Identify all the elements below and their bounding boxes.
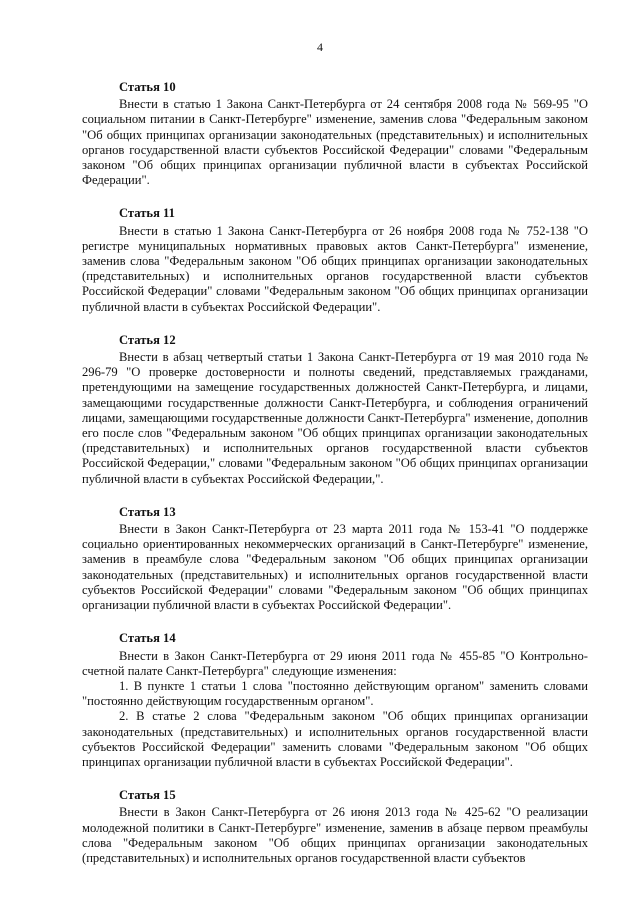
article-heading: Статья 13 (119, 504, 176, 519)
article-heading: Статья 14 (119, 631, 176, 646)
article-13 (82, 505, 588, 613)
page-number: 4 (317, 40, 323, 54)
article-heading: Статья 12 (119, 332, 176, 347)
article-paragraph: Внести в Закон Санкт-Петербурга от 23 марта 2011 года № 153-41 "О поддержке социально ориентированных некоммерческих организаций в Санкт-Петербурге" изменение, заменив в преамбуле слова "Федеральным законом "Об общих принципах организации законодательных (представительных) и исполнительных органов государственной власти субъектов Российской Федерации" словами "Федеральным законом "Об общих принципах организации публичной власти в субъектах Российской Федерации". (82, 522, 588, 613)
article-paragraph: Внести в Закон Санкт-Петербурга от 29 июня 2011 года № 455-85 "О Контрольно-счетной палате Санкт-Петербурга" следующие изменения: (82, 648, 588, 678)
article-10 (82, 80, 588, 188)
article-11 (82, 206, 588, 314)
document-body (82, 80, 588, 884)
article-paragraph: Внести в статью 1 Закона Санкт-Петербурга от 26 ноября 2008 года № 752-138 "О регистре муниципальных нормативных правовых актов Санкт-Петербурга" изменение, заменив слова "Федеральным законом "Об общих принципах организации законодательных (представительных) и исполнительных органов государственной власти субъектов Российской Федерации" словами "Федеральным законом "Об общих принципах организации публичной власти в субъектах Российской Федерации". (82, 223, 588, 314)
article-heading: Статья 11 (119, 206, 175, 221)
article-paragraph: 2. В статье 2 слова "Федеральным законом "Об общих принципах организации законодательных (представительных) и исполнительных органов государственной власти субъектов Российской Федерации" заменить словами "Федеральным законом "Об общих принципах организации публичной власти в субъектах Российской Федерации". (82, 709, 588, 769)
article-15 (82, 788, 588, 866)
article-paragraph: Внести в статью 1 Закона Санкт-Петербурга от 24 сентября 2008 года № 569-95 "О социальном питании в Санкт-Петербурге" изменение, заменив слова "Федеральным законом "Об общих принципах организации законодательных (представительных) и исполнительных органов государственной власти субъектов Российской Федерации" словами "Федеральным законом "Об общих принципах организации публичной власти в субъектах Российской Федерации". (82, 97, 588, 188)
article-heading: Статья 10 (119, 80, 176, 94)
article-14 (82, 631, 588, 770)
article-12 (82, 333, 588, 487)
article-paragraph: 1. В пункте 1 статьи 1 слова "постоянно действующим органом" заменить словами "постоянно действующим государственным органом". (82, 678, 588, 709)
article-heading: Статья 15 (119, 788, 176, 803)
article-paragraph: Внести в Закон Санкт-Петербурга от 26 июня 2013 года № 425-62 "О реализации молодежной политики в Санкт-Петербурге" изменение, заменив в абзаце первом преамбулы слова "Федеральным законом "Об общих принципах организации законодательных (представительных) и исполнительных органов государственной власти субъектов (82, 805, 588, 865)
article-paragraph: Внести в абзац четвертый статьи 1 Закона Санкт-Петербурга от 19 мая 2010 года № 296-79 "О проверке достоверности и полноты сведений, представляемых гражданами, претендующими на замещение государственных должностей Санкт-Петербурга, и лицами, замещающими государственные должности Санкт-Петербурга, и соблюдения ограничений лицами, замещающими государственные должности Санкт-Петербурга" изменение, дополнив его после слов "Федеральным законом "Об общих принципах организации законодательных (представительных) и исполнительных органов государственной власти субъектов Российской Федерации," словами "Федеральным законом "Об общих принципах организации публичной власти в субъектах Российской Федерации,". (82, 350, 588, 486)
